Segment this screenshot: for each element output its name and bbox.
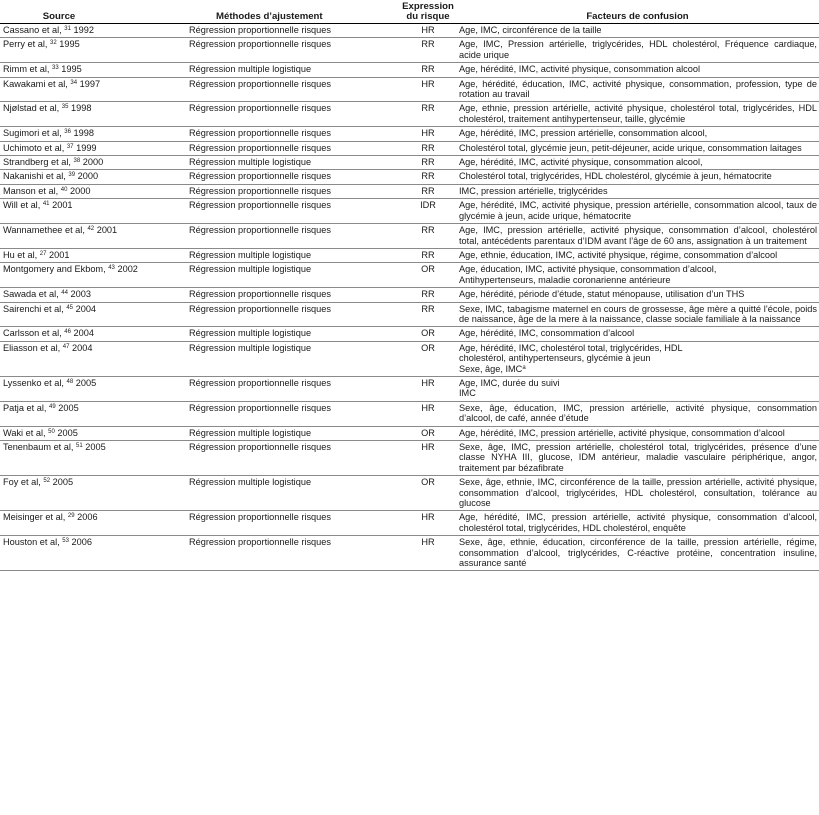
cell-method: Régression multiple logistique (186, 263, 400, 288)
source-year: 2005 (75, 377, 97, 388)
confounder-line (459, 343, 817, 353)
source-year: 2005 (58, 402, 79, 413)
cell-method: Régression multiple logistique (186, 327, 400, 341)
source-author: Kawakami et al, (3, 78, 68, 89)
cell-method: Régression multiple logistique (186, 63, 400, 77)
table-row (0, 302, 819, 327)
confounder-text: Age, éducation, IMC, activité physique, consommation d’alcool, (459, 264, 717, 275)
table-row (0, 170, 819, 184)
confounder-text: Age, hérédité, IMC, pression artérielle, consommation alcool, (459, 128, 708, 139)
source-year: 1998 (73, 128, 94, 139)
table-row (0, 141, 819, 155)
source-author: Perry et al, (3, 39, 48, 50)
cell-risk-expression: HR (400, 401, 456, 426)
source-year: 2006 (77, 512, 98, 523)
confounder-line (459, 128, 817, 138)
source-ref: 49 (48, 403, 56, 410)
confounder-line (459, 378, 817, 388)
cell-method: Régression proportionnelle risques (186, 224, 400, 249)
cell-risk-expression: RR (400, 288, 456, 302)
cell-risk-expression: OR (400, 476, 456, 511)
cell-confounders (456, 224, 819, 249)
cell-risk-expression: RR (400, 170, 456, 184)
cell-risk-expression: RR (400, 141, 456, 155)
source-year: 2001 (96, 225, 118, 236)
cell-confounders (456, 302, 819, 327)
cell-method: Régression proportionnelle risques (186, 441, 400, 476)
cell-method: Régression multiple logistique (186, 156, 400, 170)
source-ref: 46 (64, 329, 71, 336)
source-author: Houston et al, (3, 537, 60, 548)
cell-source (0, 536, 186, 571)
source-author: Manson et al, (3, 185, 59, 196)
source-ref: 29 (67, 513, 75, 520)
source-year: 1995 (59, 39, 80, 50)
table-row (0, 536, 819, 571)
table-row (0, 327, 819, 341)
confounder-text: cholestérol, antihypertenseurs, glycémie à jeun (459, 353, 651, 364)
source-author: Sawada et al, (3, 289, 59, 300)
cell-confounders (456, 263, 819, 288)
confounder-text: Age, ethnie, pression artérielle, activité physique, cholestérol total, triglycérides, HDL cholestérol, traitement antihypertenseur, taille, glycémie (459, 103, 817, 124)
confounder-text: Age, hérédité, période d’étude, statut ménopause, utilisation d’un THS (459, 289, 745, 300)
cell-risk-expression: OR (400, 426, 456, 440)
cell-source (0, 141, 186, 155)
confounder-text: Age, hérédité, éducation, IMC, activité physique, consommation, profession, type de rotation au travail (459, 78, 817, 100)
cell-confounders (456, 24, 819, 38)
cell-risk-expression: HR (400, 24, 456, 38)
cell-method: Régression proportionnelle risques (186, 511, 400, 536)
confounder-line (459, 442, 817, 473)
cell-confounders (456, 341, 819, 376)
source-author: Patja et al, (3, 402, 47, 413)
cell-confounders (456, 248, 819, 262)
source-ref: 39 (68, 172, 76, 179)
source-author: Eliasson et al, (3, 342, 61, 353)
cell-method: Régression proportionnelle risques (186, 141, 400, 155)
source-author: Waki et al, (3, 427, 46, 438)
confounder-text: Age, hérédité, IMC, activité physique, consommation alcool (459, 64, 701, 75)
source-author: Rimm et al, (3, 64, 50, 75)
cell-method: Régression multiple logistique (186, 426, 400, 440)
confounder-line (459, 264, 817, 274)
cell-confounders (456, 156, 819, 170)
source-author: Lyssenko et al, (3, 377, 64, 388)
confounder-line (459, 250, 817, 260)
confounder-line (459, 79, 817, 100)
source-year: 2004 (72, 342, 93, 353)
confounder-footnote: a (522, 364, 526, 371)
source-year: 2004 (75, 303, 97, 314)
source-ref: 42 (87, 226, 95, 233)
cell-method: Régression proportionnelle risques (186, 184, 400, 198)
cell-confounders (456, 327, 819, 341)
source-author: Uchimoto et al, (3, 142, 65, 153)
confounder-text: Age, IMC, Pression artérielle, triglycérides, HDL cholestérol, Fréquence cardiaque, acide urique (459, 39, 817, 60)
header-source: Source (0, 0, 186, 24)
confounder-text: Age, hérédité, IMC, cholestérol total, triglycérides, HDL (459, 342, 683, 353)
cell-risk-expression: HR (400, 127, 456, 141)
cell-source (0, 156, 186, 170)
cell-source (0, 170, 186, 184)
cell-method: Régression proportionnelle risques (186, 38, 400, 63)
source-ref: 41 (42, 201, 50, 208)
source-author: Strandberg et al, (3, 157, 71, 168)
table-row (0, 127, 819, 141)
cell-risk-expression: HR (400, 536, 456, 571)
cell-source (0, 184, 186, 198)
cell-confounders (456, 511, 819, 536)
cell-risk-expression: OR (400, 341, 456, 376)
cell-source (0, 302, 186, 327)
cell-source (0, 127, 186, 141)
source-ref: 38 (73, 158, 81, 165)
cell-risk-expression: RR (400, 38, 456, 63)
confounder-text: IMC, pression artérielle, triglycérides (459, 185, 608, 196)
table-row (0, 102, 819, 127)
cell-source (0, 426, 186, 440)
confounder-line (459, 143, 817, 153)
confounder-text: Age, ethnie, éducation, IMC, activité physique, régime, consommation d’alcool (459, 249, 778, 260)
source-ref: 37 (66, 143, 74, 150)
cell-method: Régression proportionnelle risques (186, 77, 400, 102)
cell-source (0, 38, 186, 63)
cell-risk-expression: RR (400, 248, 456, 262)
confounder-line (459, 225, 817, 246)
confounder-line (459, 403, 817, 424)
cell-source (0, 327, 186, 341)
cell-confounders (456, 127, 819, 141)
cell-source (0, 224, 186, 249)
confounder-text: Sexe, âge, ethnie, IMC, circonférence de la taille, pression artérielle, activité physique, consommation d’alcool, triglycérides, HDL cholestérol, consultation, tolérance au glucose (459, 477, 817, 509)
confounder-text: Cholestérol total, triglycérides, HDL cholestérol, glycémie à jeun, hématocrite (459, 171, 772, 182)
source-author: Njølstad et al, (3, 103, 60, 114)
cell-risk-expression: RR (400, 102, 456, 127)
source-year: 2000 (77, 171, 99, 182)
confounder-line (459, 388, 817, 398)
source-year: 1995 (61, 64, 82, 75)
confounder-text: Age, IMC, pression artérielle, activité physique, consommation d’alcool, cholestérol total, antécédents parentaux d’IDM avant l’âge de 60 ans, assignation à un traitement (459, 225, 817, 246)
table-row (0, 156, 819, 170)
table-row (0, 77, 819, 102)
cell-risk-expression: OR (400, 327, 456, 341)
source-ref: 45 (66, 304, 74, 311)
source-year: 1998 (70, 103, 92, 114)
source-author: Montgomery and Ekbom, (3, 264, 106, 275)
source-year: 2005 (85, 442, 106, 452)
confounder-text: Age, hérédité, IMC, activité physique, consommation alcool, (459, 157, 703, 168)
cell-confounders (456, 141, 819, 155)
cell-method: Régression multiple logistique (186, 476, 400, 511)
table-row (0, 376, 819, 401)
confounder-line (459, 103, 817, 124)
source-ref: 47 (62, 343, 70, 350)
source-year: 1997 (79, 78, 101, 89)
cell-confounders (456, 184, 819, 198)
source-ref: 48 (66, 378, 74, 385)
source-author: Nakanishi et al, (3, 171, 66, 182)
cell-risk-expression: RR (400, 63, 456, 77)
cell-source (0, 199, 186, 224)
confounder-line (459, 289, 817, 299)
cell-source (0, 102, 186, 127)
confounder-text: Age, hérédité, IMC, activité physique, pression artérielle, consommation alcool, taux de glycémie à jeun, acide urique, hématocrite (459, 200, 817, 221)
cell-risk-expression: OR (400, 263, 456, 288)
source-ref: 44 (61, 290, 68, 297)
confounder-text: Age, IMC, durée du suivi (459, 377, 560, 388)
source-author: Wannamethee et al, (3, 225, 85, 236)
confounder-text: Cholestérol total, glycémie jeun, petit-déjeuner, acide urique, consommation laitages (459, 142, 802, 153)
cell-method: Régression multiple logistique (186, 341, 400, 376)
cell-confounders (456, 536, 819, 571)
source-ref: 32 (49, 40, 57, 47)
confounder-text: Age, hérédité, IMC, consommation d’alcool (459, 328, 635, 339)
source-year: 2006 (71, 537, 92, 548)
cell-source (0, 24, 186, 38)
cell-source (0, 63, 186, 77)
cell-confounders (456, 199, 819, 224)
header-row (0, 0, 819, 24)
cell-method: Régression proportionnelle risques (186, 536, 400, 571)
cell-source (0, 288, 186, 302)
cell-source (0, 376, 186, 401)
table-row (0, 341, 819, 376)
source-ref: 36 (64, 129, 71, 136)
table-row (0, 24, 819, 38)
source-year: 2000 (69, 185, 91, 196)
confounder-text: Antihypertenseurs, maladie coronarienne antérieure (459, 274, 671, 285)
table-row (0, 184, 819, 198)
cell-source (0, 441, 186, 476)
confounder-text: Age, hérédité, IMC, pression artérielle, activité physique, consommation d’alcool (459, 427, 785, 438)
source-ref: 40 (60, 186, 68, 193)
table-row (0, 476, 819, 511)
header-expression: Expression du risque (400, 0, 456, 24)
source-year: 1992 (73, 25, 94, 35)
cell-confounders (456, 376, 819, 401)
table-body (0, 24, 819, 571)
cell-risk-expression: RR (400, 184, 456, 198)
cell-source (0, 511, 186, 536)
confounder-line (459, 171, 817, 181)
confounder-line (459, 364, 817, 374)
table-row (0, 511, 819, 536)
confounder-line (459, 512, 817, 533)
source-author: Foy et al, (3, 477, 41, 488)
cell-risk-expression: HR (400, 77, 456, 102)
cell-risk-expression: IDR (400, 199, 456, 224)
source-author: Tenenbaum et al, (3, 442, 74, 452)
source-year: 1999 (76, 142, 97, 153)
source-ref: 53 (62, 538, 69, 545)
table-row (0, 426, 819, 440)
table-row (0, 401, 819, 426)
source-year: 2005 (52, 477, 74, 488)
cell-confounders (456, 38, 819, 63)
cell-confounders (456, 426, 819, 440)
source-ref: 27 (39, 250, 47, 257)
cell-confounders (456, 441, 819, 476)
table-row (0, 441, 819, 476)
cell-method: Régression proportionnelle risques (186, 102, 400, 127)
cell-method: Régression proportionnelle risques (186, 170, 400, 184)
table-row (0, 288, 819, 302)
source-author: Cassano et al, (3, 25, 62, 35)
cell-source (0, 476, 186, 511)
confounder-line (459, 304, 817, 325)
source-year: 2004 (73, 328, 94, 339)
source-year: 2002 (117, 264, 138, 275)
source-ref: 34 (70, 79, 78, 86)
source-author: Will et al, (3, 200, 41, 211)
cell-method: Régression multiple logistique (186, 248, 400, 262)
cell-confounders (456, 63, 819, 77)
source-author: Hu et al, (3, 249, 38, 260)
confounder-line (459, 25, 817, 35)
cell-risk-expression: RR (400, 302, 456, 327)
cell-confounders (456, 170, 819, 184)
source-ref: 50 (48, 428, 55, 435)
confounder-line (459, 428, 817, 438)
cell-source (0, 263, 186, 288)
source-ref: 52 (43, 478, 51, 485)
source-ref: 43 (108, 265, 115, 272)
confounder-line (459, 275, 817, 285)
cell-risk-expression: HR (400, 511, 456, 536)
cell-method: Régression proportionnelle risques (186, 401, 400, 426)
confounder-line (459, 39, 817, 60)
table-row (0, 63, 819, 77)
source-author: Meisinger et al, (3, 512, 66, 523)
confounder-text: Sexe, âge, IMC, pression artérielle, cholestérol total, triglycérides, présence d’une classe NYHA III, glucose, IDM antérieur, maladie vasculaire périphérique, angor, traitement par bézafibrate (459, 442, 817, 473)
table-row (0, 248, 819, 262)
cell-risk-expression: HR (400, 441, 456, 476)
confounder-line (459, 186, 817, 196)
confounder-line (459, 157, 817, 167)
cell-risk-expression: HR (400, 376, 456, 401)
confounder-text: Sexe, âge, éducation, IMC, pression artérielle, activité physique, consommation d’alcool, de café, année d’étude (459, 402, 817, 424)
confounder-text: Age, IMC, circonférence de la taille (459, 25, 602, 35)
cell-method: Régression proportionnelle risques (186, 288, 400, 302)
cell-risk-expression: RR (400, 156, 456, 170)
cell-confounders (456, 102, 819, 127)
header-methods: Méthodes d’ajustement (186, 0, 400, 24)
source-year: 2005 (57, 427, 78, 438)
cell-source (0, 77, 186, 102)
cell-source (0, 401, 186, 426)
cell-source (0, 248, 186, 262)
confounder-text: IMC (459, 388, 476, 399)
cell-confounders (456, 77, 819, 102)
source-year: 2001 (52, 200, 73, 211)
table-row (0, 224, 819, 249)
cell-source (0, 341, 186, 376)
source-author: Sairenchi et al, (3, 303, 64, 314)
cell-risk-expression: RR (400, 224, 456, 249)
source-author: Sugimori et al, (3, 128, 62, 139)
confounder-line (459, 328, 817, 338)
cell-method: Régression proportionnelle risques (186, 376, 400, 401)
header-confounders: Facteurs de confusion (456, 0, 819, 24)
confounder-line (459, 477, 817, 508)
table-row (0, 38, 819, 63)
confounder-line (459, 353, 817, 363)
confounder-line (459, 64, 817, 74)
table-row (0, 199, 819, 224)
source-year: 2000 (82, 157, 104, 168)
confounder-text: Sexe, âge, IMC (459, 363, 523, 374)
source-year: 2001 (49, 249, 70, 260)
source-ref: 35 (61, 104, 69, 111)
source-year: 2003 (70, 289, 91, 300)
cell-method: Régression proportionnelle risques (186, 302, 400, 327)
confounder-text: Sexe, âge, ethnie, éducation, circonférence de la taille, pression artérielle, régime, consommation d’alcool, triglycérides, C-réactive protéine, concentration insuline, assurance santé (459, 537, 817, 569)
cell-method: Régression proportionnelle risques (186, 24, 400, 38)
confounder-line (459, 537, 817, 568)
source-ref: 51 (76, 443, 83, 449)
cell-confounders (456, 476, 819, 511)
source-ref: 31 (64, 26, 71, 32)
cell-confounders (456, 401, 819, 426)
cell-method: Régression proportionnelle risques (186, 127, 400, 141)
table-row (0, 263, 819, 288)
cell-confounders (456, 288, 819, 302)
source-author: Carlsson et al, (3, 328, 62, 339)
confounder-text: Age, hérédité, IMC, pression artérielle, activité physique, consommation d’alcool, cholestérol total, triglycérides, HDL cholestérol, enquête (459, 512, 817, 533)
cell-method: Régression proportionnelle risques (186, 199, 400, 224)
confounder-line (459, 200, 817, 221)
confounder-text: Sexe, IMC, tabagisme maternel en cours de grossesse, âge mère a quitté l’école, poids de naissance, âge de la mere à la naissance, classe sociale familiale à la naissance (459, 303, 817, 324)
source-ref: 33 (52, 65, 59, 72)
